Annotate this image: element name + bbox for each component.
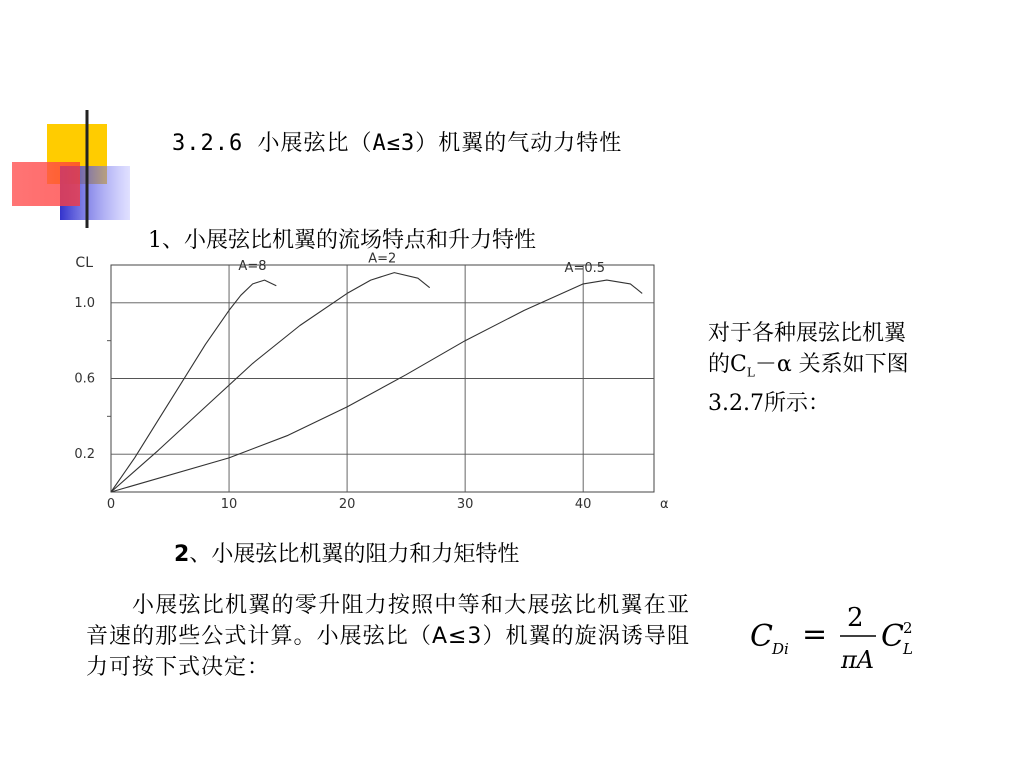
series-line [111,273,430,492]
x-tick-label: 40 [574,497,592,512]
section-heading-2 [174,537,519,568]
formula-lhs-sub: Di [772,640,789,658]
formula-rhs-sup: 2 [903,619,913,637]
figure-description [708,318,978,419]
x-tick-label: 20 [338,497,356,512]
paragraph-part-1: 小展弦比机翼的零升阻力按照中等和大展弦比机翼在亚音速的那些公式计算。小展弦比（ [86,593,690,649]
y-tick-label: 0.6 [74,371,95,387]
formula-rhs-sub: L [903,640,913,658]
y-tick-label: 0.2 [74,447,95,463]
chart-labels [75,252,668,512]
decorative-logo [0,0,1024,230]
y-axis-label: CL [75,255,93,271]
heading-2-text: 、小展弦比机翼的阻力和力矩特性 [189,542,520,567]
formula-denominator: πA [841,646,875,674]
x-tick-label: 0 [106,497,116,512]
slide-title: 3.2.6 小展弦比（A≤3）机翼的气动力特性 [172,131,623,156]
side-line-2-post: －α 关系如下图 [754,352,909,377]
y-tick-label: 1.0 [74,295,95,311]
formula-numerator: 2 [847,603,864,633]
formula-equals: = [802,617,828,652]
series-label: A=0.5 [564,261,606,277]
side-line-1: 对于各种展弦比机翼 [708,321,907,346]
induced-drag-formula [744,598,944,678]
formula-rhs: C [881,619,904,654]
chart-lines [111,273,642,492]
series-label: A=2 [368,251,397,267]
series-line [111,280,642,492]
x-axis-label: α [660,497,669,512]
formula-lhs: C [750,619,773,654]
paragraph-part-3: ）机翼的旋涡诱导阻力可按下式决定： [86,624,690,680]
side-line-3: 3.2.7所示： [708,391,830,417]
section-heading-1: 1、小展弦比机翼的流场特点和升力特性 [148,228,536,253]
series-line [111,280,276,492]
chart-ticks [74,296,591,512]
chart-grid [107,265,654,492]
cl-alpha-chart [56,251,669,514]
x-tick-label: 30 [456,497,474,512]
x-tick-label: 10 [220,497,238,512]
side-line-2-sub: L [746,365,755,380]
heading-2-number: 2 [174,542,190,567]
side-line-2-pre: 的C [708,352,747,377]
series-label: A=8 [238,259,267,275]
body-paragraph [86,590,690,683]
paragraph-part-2: A≤3 [431,624,483,649]
